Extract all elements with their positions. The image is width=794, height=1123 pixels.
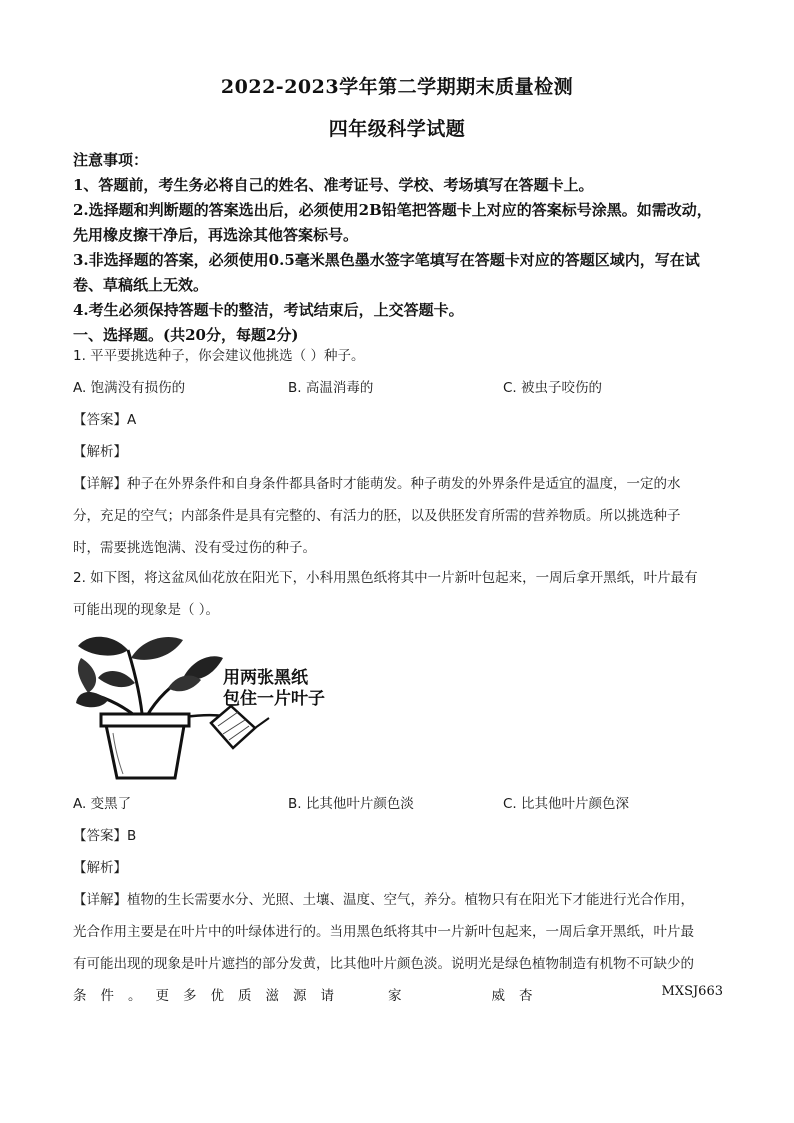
answer-label: 【答案】A	[73, 412, 137, 428]
option-b: B. 比其他叶片颜色淡	[288, 796, 414, 812]
note-item: 1、答题前，考生务必将自己的姓名、准考证号、学校、考场填写在答题卡上。	[73, 176, 594, 194]
analysis-label: 【解析】	[73, 860, 127, 876]
question-stem-line: 可能出现的现象是（ ）。	[73, 602, 220, 618]
notes-heading: 注意事项：	[73, 151, 149, 169]
note-item: 3.非选择题的答案，必须使用0.5毫米黑色墨水签字笔填写在答题卡对应的答题区域内，写在试卷、草稿纸上无效。	[73, 251, 700, 294]
figure-label-2: 包住一片叶子	[223, 689, 325, 709]
detail-line: 【详解】植物的生长需要水分、光照、土壤、温度、空气，养分。植物只有在阳光下才能进行光合作用，	[73, 892, 694, 908]
question-1	[73, 340, 723, 564]
page-footer	[73, 984, 723, 1004]
option-c: C. 比其他叶片颜色深	[503, 796, 630, 812]
note-item: 4.考生必须保持答题卡的整洁，考试结束后，上交答题卡。	[73, 301, 464, 319]
footer-code: MXSJ663	[661, 984, 723, 999]
exam-title: 2022-2023学年第二学期期末质量检测	[220, 76, 574, 98]
footer-text: 条件。更多优质滋源请	[73, 988, 348, 1004]
note-item: 2.选择题和判断题的答案选出后，必须使用2B铅笔把答题卡上对应的答案标号涂黑。如需改动，先用橡皮擦干净后，再选涂其他答案标号。	[73, 201, 712, 244]
question-2	[73, 788, 723, 980]
analysis-label: 【解析】	[73, 444, 127, 460]
question-2-stem	[73, 562, 723, 626]
option-b: B. 高温消毒的	[288, 380, 374, 396]
options-row	[73, 788, 723, 820]
exam-subtitle: 四年级科学试题	[328, 118, 466, 140]
footer-text-3: 威杏	[491, 988, 547, 1004]
answer-label: 【答案】B	[73, 828, 137, 844]
option-a: A. 变黑了	[73, 796, 132, 812]
detail-line: 时，需要挑选饱满、没有受过伤的种子。	[73, 540, 316, 556]
options-row	[73, 372, 723, 404]
notes-block	[73, 148, 723, 348]
section-heading: 一、选择题。(共20分，每题2分)	[73, 326, 299, 344]
detail-line: 有可能出现的现象是叶片遮挡的部分发黄，比其他叶片颜色淡。说明光是绿色植物制造有机物不可缺少的	[73, 956, 694, 972]
question-stem: 1. 平平要挑选种子，你会建议他挑选（ ）种子。	[73, 348, 365, 364]
detail-line: 光合作用主要是在叶片中的叶绿体进行的。当用黑色纸将其中一片新叶包起来，一周后拿开黑纸，叶片最	[73, 924, 694, 940]
option-c: C. 被虫子咬伤的	[503, 380, 603, 396]
detail-line: 分，充足的空气；内部条件是具有完整的、有活力的胚，以及供胚发育所需的营养物质。所以挑选种子	[73, 508, 681, 524]
footer-text-2: 家	[388, 988, 402, 1004]
detail-line: 【详解】种子在外界条件和自身条件都具备时才能萌发。种子萌发的外界条件是适宜的温度，一定的水	[73, 476, 681, 492]
question-stem-line: 2. 如下图，将这盆凤仙花放在阳光下，小科用黑色纸将其中一片新叶包起来，一周后拿开黑纸，叶片最有	[73, 570, 698, 586]
option-a: A. 饱满没有损伤的	[73, 380, 186, 396]
plant-figure	[73, 628, 343, 783]
figure-label-1: 用两张黑纸	[223, 668, 308, 688]
